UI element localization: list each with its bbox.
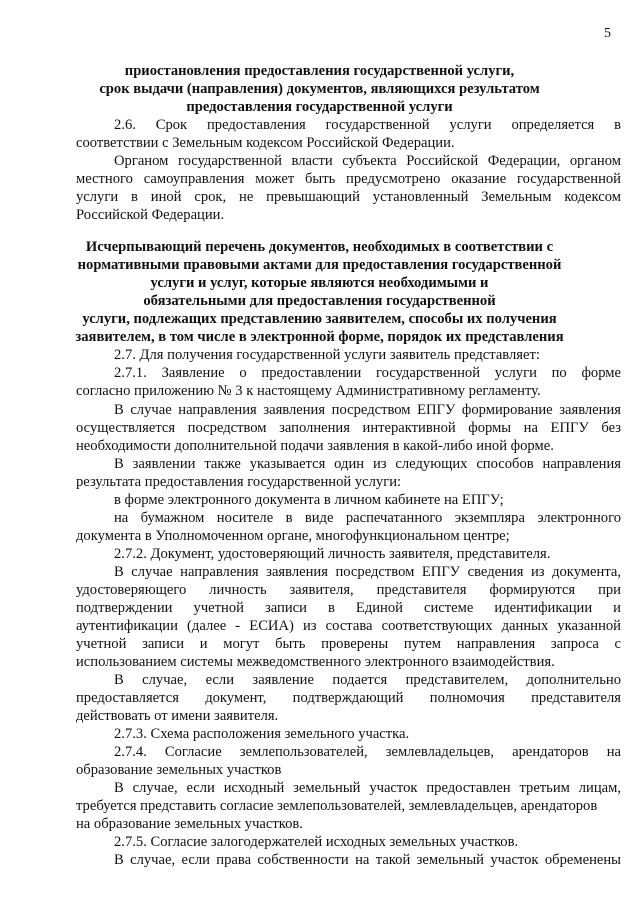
- paragraph-line: 2.7.4. Согласие землепользователей, землевладельцев, арендаторов на: [114, 744, 621, 760]
- paragraph-line: 2.6. Срок предоставления государственной услуги определяется в: [114, 117, 621, 133]
- section-heading-line: услуги, подлежащих представлению заявителем, способы их получения: [82, 311, 557, 327]
- section-heading-line: услуги и услуг, которые являются необходимыми и: [150, 275, 489, 291]
- paragraph-line: требуется представить согласие землепользователей, землевладельцев, арендаторов: [76, 798, 598, 814]
- paragraph-line: Органом государственной власти субъекта Российской Федерации, органом: [114, 153, 621, 169]
- paragraph-line: В случае направления заявления посредством ЕПГУ сведения из документа,: [114, 564, 621, 580]
- section-heading-line: обязательными для предоставления государственной: [143, 293, 496, 309]
- paragraph-line: 2.7. Для получения государственной услуги заявитель представляет:: [114, 347, 540, 363]
- paragraph-line: учетной записи и могут быть проверены путем направления запроса с: [76, 636, 621, 652]
- paragraph-line: предоставляется документ, подтверждающий полномочия представителя: [76, 690, 621, 706]
- paragraph-line: В случае, если заявление подается представителем, дополнительно: [114, 672, 621, 688]
- paragraph-line: документа в Уполномоченном органе, многофункциональном центре;: [76, 528, 510, 544]
- paragraph-line: образование земельных участков: [76, 762, 282, 778]
- section-heading-line: срок выдачи (направления) документов, являющихся результатом: [99, 81, 540, 97]
- paragraph-line: 2.7.1. Заявление о предоставлении государственной услуги по форме: [114, 365, 621, 381]
- paragraph-line: В случае направления заявления посредством ЕПГУ формирование заявления: [114, 402, 621, 418]
- paragraph-line: использованием системы межведомственного электронного взаимодействия.: [76, 654, 555, 670]
- section-heading-line: предоставления государственной услуги: [186, 99, 453, 115]
- section-heading-line: приостановления предоставления государственной услуги,: [124, 63, 515, 79]
- paragraph-line: на бумажном носителе в виде распечатанного экземпляра электронного: [114, 510, 621, 526]
- section-heading-line: нормативными правовыми актами для предоставления государственной: [77, 257, 562, 273]
- paragraph-line: 2.7.2. Документ, удостоверяющий личность заявителя, представителя.: [114, 546, 551, 562]
- paragraph-line: местного самоуправления может быть предусмотрено оказание государственной: [76, 171, 621, 187]
- paragraph-line: 2.7.5. Согласие залогодержателей исходных земельных участков.: [114, 834, 519, 850]
- paragraph-line: Российской Федерации.: [76, 207, 225, 223]
- paragraph-line: 2.7.3. Схема расположения земельного участка.: [114, 726, 410, 742]
- paragraph-line: аутентификации (далее - ЕСИА) из состава соответствующих данных указанной: [76, 618, 621, 634]
- paragraph-line: В заявлении также указывается один из следующих способов направления: [114, 456, 621, 472]
- paragraph-line: удостоверяющего личность заявителя, представителя формируются при: [76, 582, 621, 598]
- paragraph-line: действовать от имени заявителя.: [76, 708, 279, 724]
- paragraph-line: подтверждении учетной записи в Единой системе идентификации и: [76, 600, 621, 616]
- paragraph-line: услуги в иной срок, не превышающий установленный Земельным кодексом: [76, 189, 621, 205]
- section-heading-line: заявителем, в том числе в электронной форме, порядок их представления: [75, 329, 564, 345]
- section-heading-line: Исчерпывающий перечень документов, необходимых в соответствии с: [85, 239, 554, 255]
- paragraph-line: необходимости дополнительной подачи заявления в какой-либо иной форме.: [76, 438, 554, 454]
- paragraph-line: в форме электронного документа в личном кабинете на ЕПГУ;: [114, 492, 504, 508]
- paragraph-line: результата предоставления государственной услуги:: [76, 474, 402, 490]
- paragraph-line: соответствии с Земельным кодексом Российской Федерации.: [76, 135, 455, 151]
- page-number: 5: [604, 26, 611, 41]
- paragraph-line: В случае, если права собственности на такой земельный участок обременены: [114, 852, 621, 868]
- paragraph-line: В случае, если исходный земельный участок предоставлен третьим лицам,: [114, 780, 621, 796]
- paragraph-line: осуществляется посредством заполнения интерактивной формы на ЕПГУ без: [76, 420, 621, 436]
- paragraph-line: согласно приложению № 3 к настоящему Административному регламенту.: [76, 383, 541, 399]
- paragraph-line: на образование земельных участков.: [76, 816, 303, 832]
